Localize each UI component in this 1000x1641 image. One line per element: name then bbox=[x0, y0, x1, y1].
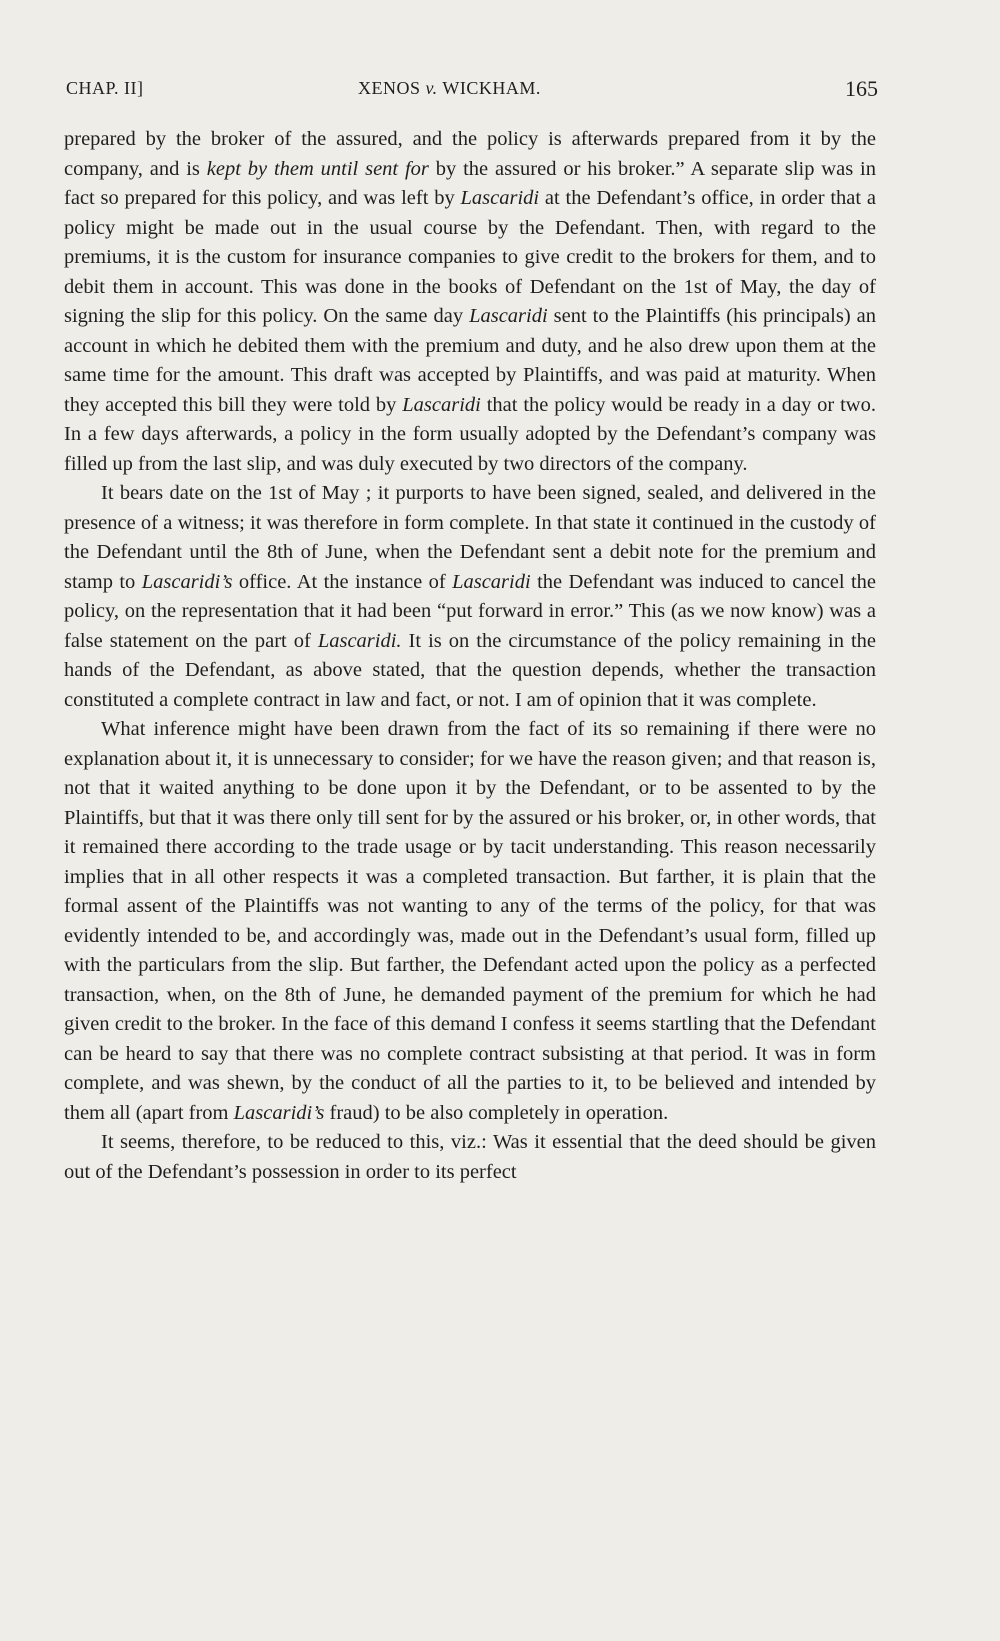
italic-text: Lascaridi bbox=[452, 570, 531, 593]
italic-text: Lascaridi bbox=[460, 187, 540, 209]
italic-text: Lascaridi bbox=[469, 305, 548, 327]
paragraph bbox=[64, 715, 876, 1128]
italic-text: kept by them until sent for bbox=[206, 157, 429, 180]
italic-text: Lascaridi bbox=[402, 393, 481, 416]
italic-text: Lascaridi. bbox=[317, 629, 402, 652]
case-title-part-b: WICKHAM. bbox=[437, 78, 541, 98]
text-segment: sent to the Plaintiffs (his principals) an account in which he debited them with the premium and duty, and he also drew upon them at the same time for the amount. This draft was accepted by Plaintiffs, and was paid at maturity. When they accepted this bill they were told by bbox=[64, 305, 876, 416]
text-segment: It is on the circumstance of the policy remaining in the hands of the Defendant, as above stated, that the question depends, whether the transaction constituted a complete contract in law and fact, or not. I am of opinion that it was complete. bbox=[64, 629, 876, 711]
body-text bbox=[64, 125, 876, 1187]
case-title bbox=[358, 78, 541, 99]
text-segment: at the Defendant’s office, in order that a policy might be made out in the usual course by the Defendant. Then, with regard to the premiums, it is the custom for insurance companies to give credit to the brokers for them, and to debit them in account. This was done in the books of Defendant on the 1st of May, the day of signing the slip for this policy. On the same day bbox=[64, 187, 876, 327]
case-title-versus: v. bbox=[425, 78, 438, 98]
italic-text: Lascaridi’s bbox=[233, 1101, 325, 1124]
text-segment: It seems, therefore, to be reduced to this, viz.: Was it essential that the deed should be given out of the Defendant’s possession in order to its perfect bbox=[64, 1131, 876, 1183]
text-segment: the Defendant was induced to cancel the policy, on the representation that it had been “put forward in error.” This (as we now know) was a false statement on the part of bbox=[64, 570, 876, 652]
paragraph bbox=[64, 479, 876, 715]
running-head bbox=[66, 76, 878, 106]
case-title-part-a: XENOS bbox=[358, 78, 426, 98]
paragraph bbox=[64, 125, 876, 479]
text-segment: prepared by the broker of the assured, and the policy is afterwards prepared from it by the company, and is bbox=[64, 128, 876, 180]
page-number: 165 bbox=[845, 76, 878, 101]
italic-text: Lascaridi’s bbox=[141, 570, 233, 593]
text-segment: What inference might have been drawn from the fact of its so remaining if there were no explanation about it, it is unnecessary to consider; for we have the reason given; and that reason is, not that it waited anything to be done upon it by the Defendant, or to be assented to by the Plaintiffs, but that it was there only till sent for by the assured or his broker, or, in other words, that it remained there according to the trade usage or by tacit understanding. This reason necessarily implies that in all other respects it was a completed transaction. But farther, it is plain that the formal assent of the Plaintiffs was not wanting to any of the terms of the policy, for that was evidently intended to be, and accordingly was, made out in the Defendant’s usual form, filled up with the particulars from the slip. But farther, the Defendant acted upon the policy as a perfected transaction, when, on the 8th of June, he demanded payment of the premium for which he had given credit to the broker. In the face of this demand I confess it seems startling that the Defendant can be heard to say that there was no complete contract subsisting at that period. It was in form complete, and was shewn, by the conduct of all the parties to it, to be believed and intended by them all (apart from bbox=[64, 718, 876, 1124]
paragraph bbox=[64, 1128, 876, 1187]
chapter-label: CHAP. II] bbox=[66, 78, 144, 98]
text-segment: office. At the instance of bbox=[232, 570, 453, 593]
text-segment: that the policy would be ready in a day or two. In a few days afterwards, a policy in the form usually adopted by the Defendant’s company was filled up from the last slip, and was duly executed by two directors of the company. bbox=[64, 393, 876, 475]
text-segment: by the assured or his broker.” A separate slip was in fact so prepared for this policy, and was left by bbox=[64, 157, 876, 209]
text-segment: fraud) to be also completely in operation. bbox=[324, 1101, 669, 1124]
text-segment: It bears date on the 1st of May ; it purports to have been signed, sealed, and delivered in the presence of a witness; it was therefore in form complete. In that state it continued in the custody of the Defendant until the 8th of June, when the Defendant sent a debit note for the premium and stamp to bbox=[64, 482, 876, 593]
